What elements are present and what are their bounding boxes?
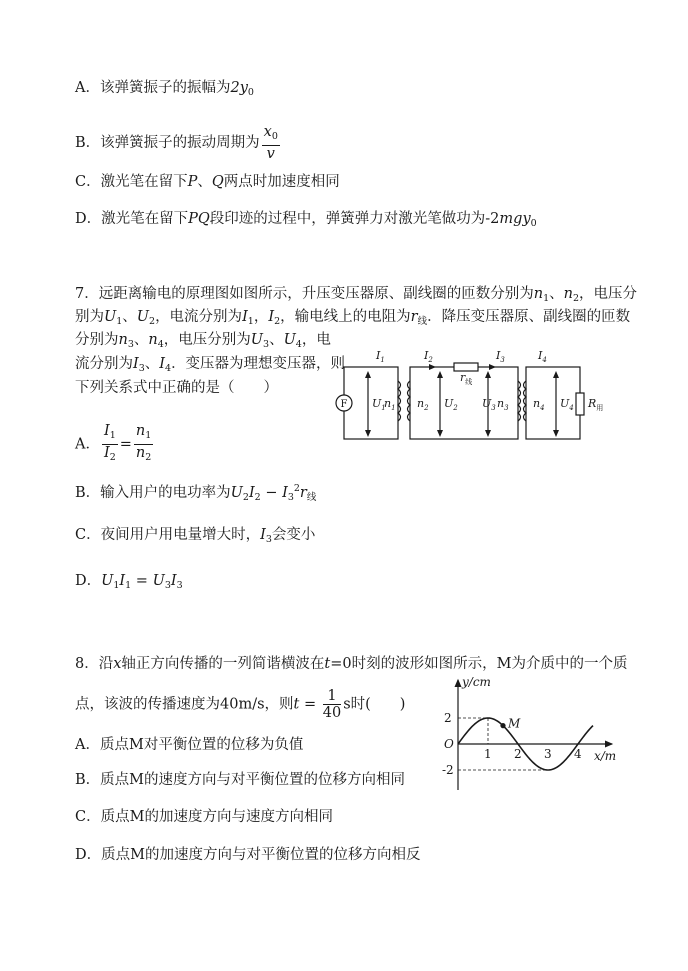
diagram-n1: $n_1$ bbox=[384, 397, 396, 412]
x-axis-label: x/m bbox=[594, 749, 617, 763]
diagram-U1: $U_1$ bbox=[372, 397, 386, 412]
diagram-U2: $U_2$ bbox=[444, 397, 458, 412]
diagram-U4: $U_4$ bbox=[560, 397, 574, 412]
origin-label: O bbox=[444, 737, 454, 751]
q7-option-a: A． $\frac{I_1}{I_2}$ = $\frac{n_1}{n_2}$ bbox=[75, 423, 152, 463]
point-M bbox=[500, 723, 505, 728]
transmission-circuit-diagram bbox=[330, 345, 620, 445]
diagram-I4: $I_4$ bbox=[538, 349, 547, 364]
diagram-n4: $n_4$ bbox=[533, 397, 545, 412]
q7-stem-line5: 下列关系式中正确的是（ ） bbox=[75, 380, 278, 396]
q8-stem-line2: 点，该波的传播速度为40m/s，则t = $\frac{1}{40}$ s时( ) bbox=[75, 688, 406, 721]
x-tick-label: 3 bbox=[544, 747, 552, 761]
y-tick-label: -2 bbox=[442, 763, 454, 777]
q8-stem-line1: 8．沿x轴正方向传播的一列简谐横波在t=0时刻的波形如图所示，M为介质中的一个质 bbox=[75, 656, 628, 672]
diagram-r: $r_线$ bbox=[460, 371, 473, 386]
diagram-n3: $n_3$ bbox=[497, 397, 509, 412]
q7-stem-line1: 7．远距离输电的原理图如图所示，升压变压器原、副线圈的匝数分别为$n_1$、$n_2$，电压分 bbox=[75, 286, 638, 304]
q7-option-d: D．$U_1I_1 = U_3I_3$ bbox=[75, 573, 183, 591]
diagram-I2: $I_2$ bbox=[424, 349, 433, 364]
diagram-U3: $U_3$ bbox=[482, 397, 496, 412]
x-tick-label: 4 bbox=[574, 747, 582, 761]
line-resistor bbox=[454, 363, 478, 371]
x-tick-label: 2 bbox=[514, 747, 522, 761]
q7-stem-line3: 分别为$n_3$、$n_4$，电压分别为$U_3$、$U_4$，电 bbox=[75, 332, 331, 350]
q7-option-c: C．夜间用户用电量增大时，$I_3$会变小 bbox=[75, 527, 316, 545]
x-tick-label: 1 bbox=[484, 747, 492, 761]
y-tick-label: 2 bbox=[444, 711, 452, 725]
point-M-label: M bbox=[508, 716, 521, 731]
q6-option-a: A．该弹簧振子的振幅为$2y_0$ bbox=[75, 80, 254, 98]
q7-option-b: B．输入用户的电功率为$U_2I_2 - I_3^2r_线$ bbox=[75, 483, 317, 503]
q8-option-b: B．质点M的速度方向与对平衡位置的位移方向相同 bbox=[75, 772, 406, 788]
wave-graph bbox=[440, 674, 620, 792]
diagram-n2: $n_2$ bbox=[417, 397, 429, 412]
q8-option-c: C．质点M的加速度方向与速度方向相同 bbox=[75, 809, 333, 825]
load-resistor bbox=[576, 393, 584, 415]
q6-option-c: C．激光笔在留下P、Q两点时加速度相同 bbox=[75, 174, 340, 190]
q6-option-d: D．激光笔在留下PQ段印迹的过程中，弹簧弹力对激光笔做功为-2mgy$_0$ bbox=[75, 211, 537, 229]
q6-option-b: B．该弹簧振子的振动周期为 $\frac{x_0}{v}$ bbox=[75, 124, 278, 162]
q8-option-d: D．质点M的加速度方向与对平衡位置的位移方向相反 bbox=[75, 847, 421, 863]
q7-stem-line4: 流分别为$I_3$、$I_4$．变压器为理想变压器，则 bbox=[75, 356, 346, 374]
y-axis-label: y/cm bbox=[462, 675, 491, 689]
q8-option-a: A．质点M对平衡位置的位移为负值 bbox=[75, 737, 304, 753]
q7-stem-line2: 别为$U_1$、$U_2$，电流分别为$I_1$，$I_2$，输电线上的电阻为$r_线$．降压变压器原、副线圈的匝数 bbox=[75, 309, 631, 327]
svg-text:F: F bbox=[340, 399, 348, 410]
q6-b-fraction: $\frac{x_0}{v}$ bbox=[263, 124, 278, 162]
diagram-I1: $I_1$ bbox=[376, 349, 385, 364]
diagram-R: $R_用$ bbox=[588, 397, 604, 412]
diagram-I3: $I_3$ bbox=[496, 349, 505, 364]
